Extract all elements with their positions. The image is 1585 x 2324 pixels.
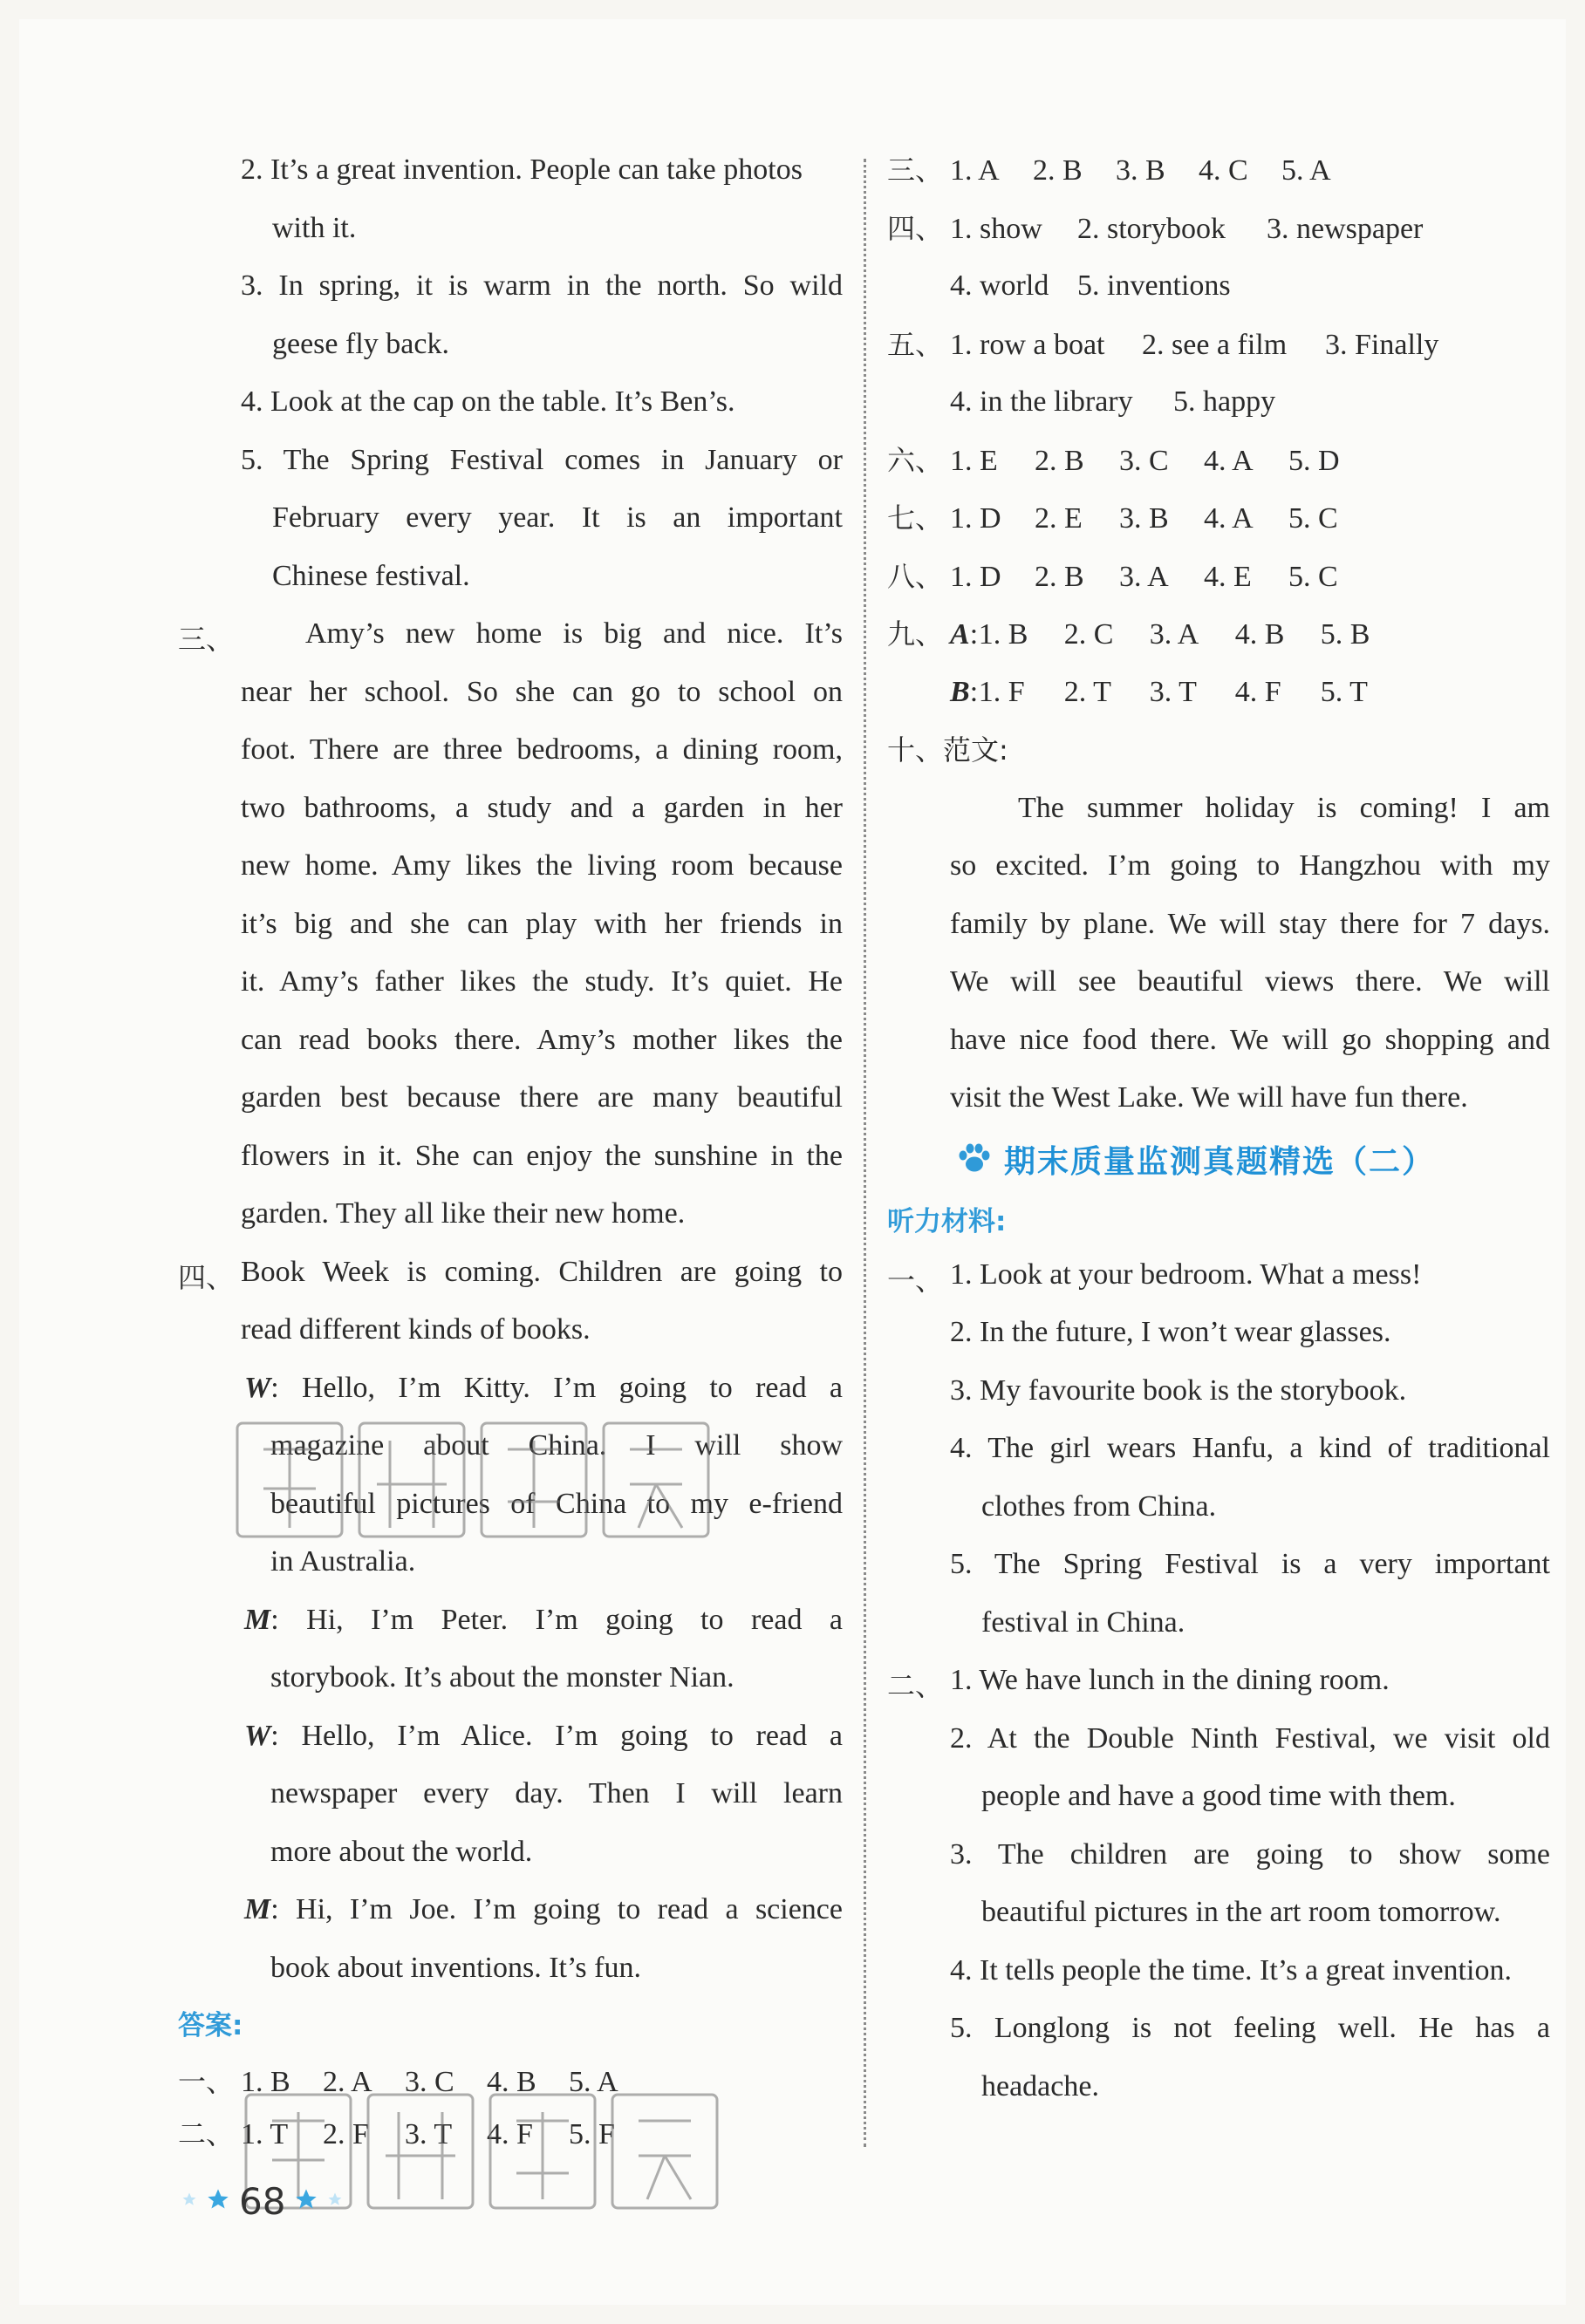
speaker-w: W [244,1719,271,1752]
dialogue-text: Hi, I’m Joe. I’m going to read a science [296,1893,843,1925]
answer-row-8 [887,548,1550,606]
answer-item: 1. A [950,154,1000,187]
item-2-line-2: with it. [272,211,357,244]
answer-item: 4. world [950,269,1049,302]
answer-item: 2. T [1063,675,1111,708]
listening-item: 4. The girl wears Hanfu, a kind of traditional [950,1432,1550,1464]
answer-row-label: 二、 [178,2116,235,2150]
answer-item: 4. E [1204,560,1252,593]
answer-item: 1. show [950,212,1042,245]
listening-item: beautiful pictures in the art room tomorrow. [981,1896,1501,1928]
answer-item: 4. in the library [950,385,1133,418]
answer-item: 3. B [1119,502,1169,535]
page-number [181,2180,343,2223]
dialogue-line: magazine about China. I will show [270,1429,843,1462]
dialogue-line: in Australia. [270,1545,416,1578]
section-heading [887,1128,1550,1197]
answer-item: 3. T [1149,675,1197,708]
heading-text: 期末质量监测真题精选（二） [1004,1143,1436,1180]
answer-item: 4. B [1234,618,1285,651]
section-3-passage [178,605,843,1244]
answer-item: 3. T [405,2117,453,2150]
answer-row-9a: 九、 A:1. B 2. C 3. A 4. B 5. B [887,605,1550,664]
answers-title: 答案: [178,2010,243,2041]
passage-line: it’s big and she can play with her friends in [241,907,843,940]
listening-item: 5. The Spring Festival is a very important [950,1548,1550,1580]
answer-row-label: 七、 [887,501,944,535]
paw-icon [957,1130,992,1200]
part-a-label: A [950,618,970,651]
answer-row-4 [887,200,1550,258]
answer-item: 1. D [950,502,1001,535]
dialogue-text: Hello, I’m Alice. I’m going to read a [301,1719,843,1752]
section-4-label: 四、 [178,1260,235,1294]
listening-item: 3. The children are going to show some [950,1837,1550,1871]
answer-item: 1. B [978,618,1028,651]
answer-item: 2. B [1033,154,1083,187]
part-b-label: B [950,675,970,708]
listening-part-1 [887,1246,1550,1653]
listening-item: 1. We have lunch in the dining room. [950,1664,1390,1696]
listening-item: 2. In the future, I won’t wear glasses. [950,1316,1391,1348]
passage-line: can read books there. Amy’s mother likes the [241,1023,843,1056]
answer-item: 1. E [950,444,998,477]
dialogue-line: storybook. It’s about the monster Nian. [270,1661,734,1694]
listening-item: 4. It tells people the time. It’s a great invention. [950,1953,1512,1987]
answer-row-label: 三、 [887,153,944,187]
answer-row-label: 五、 [887,327,944,361]
answer-item: 2. B [1035,560,1084,593]
dialogue-text: Hello, I’m Kitty. I’m going to read a [301,1371,843,1404]
passage-line: Amy’s new home is big and nice. It’s [305,617,843,650]
answer-item: 2. E [1035,502,1083,535]
answer-item: 5. happy [1173,385,1276,418]
passage-line: flowers in it. She can enjoy the sunshine in the [241,1139,843,1172]
dialogue-intro: read different kinds of books. [241,1313,591,1346]
item-3-line-2: geese fly back. [272,327,449,360]
passage-line: new home. Amy likes the living room because [241,849,843,882]
item-3-line-1: 3. In spring, it is warm in the north. So wild [241,269,843,302]
dialogue-line: more about the world. [270,1835,533,1868]
answer-row-label: 八、 [887,559,944,593]
dialogue-line: W: Hello, I’m Kitty. I’m going to read a [244,1371,843,1404]
answer-item: 5. A [1281,154,1331,187]
dialogue-line: newspaper every day. Then I will learn [270,1777,843,1809]
star-icon [206,2187,230,2216]
section-10-label [887,721,1550,780]
answer-row-2 [178,2108,843,2160]
sample-essay-label: 十、范文: [887,733,1008,767]
answer-item: 4. F [1234,675,1281,708]
answer-item: 5. C [1288,560,1338,593]
passage-line: garden best because there are many beautiful [241,1081,843,1114]
listening-item: clothes from China. [981,1489,1217,1523]
essay-line: The summer holiday is coming! I am [1018,791,1550,824]
listening-part-1-label: 一、 [887,1263,944,1297]
answer-item: 4. A [1204,444,1254,477]
item-5-line-3: Chinese festival. [272,559,470,592]
speaker-w: W [244,1371,271,1404]
answer-item: 3. A [1119,560,1169,593]
answer-item: 2. storybook [1077,212,1226,245]
answer-item: 3. C [1119,444,1169,477]
passage-line: it. Amy’s father likes the study. It’s quiet. He [241,965,843,998]
answer-item: 3. B [1116,154,1165,187]
answer-item: 3. Finally [1325,328,1439,361]
answer-item: 1. T [241,2117,289,2150]
column-divider [864,159,866,2147]
answer-row-5 [887,316,1550,374]
passage-line: foot. There are three bedrooms, a dining room, [241,733,843,766]
page-number-text: 68 [239,2180,286,2223]
answer-item: 1. B [241,2065,290,2098]
answer-item: 3. A [1149,618,1199,651]
answer-item: 5. A [569,2065,618,2098]
answer-item: 1. F [978,675,1025,708]
answer-item: 4. B [487,2065,536,2098]
answer-item: 5. T [1320,675,1368,708]
essay-line: have nice food there. We will go shopping and [950,1023,1550,1056]
answer-row-4-cont [887,257,1550,316]
answer-item: 5. C [1288,502,1338,535]
answer-item: 1. row a boat [950,328,1105,361]
listening-item: 5. Longlong is not feeling well. He has a [950,2012,1550,2044]
answer-item: 4. C [1199,154,1248,187]
essay-line: We will see beautiful views there. We will [950,965,1550,998]
listening-part-2-label: 二、 [887,1669,944,1702]
right-column [887,141,1550,2116]
item-5-line-2: February every year. It is an important [272,501,843,534]
answer-item: 2. A [323,2065,372,2098]
answer-item: 3. C [405,2065,454,2098]
star-icon [181,2191,197,2212]
answer-row-7 [887,489,1550,548]
dialogue-line: beautiful pictures of China to my e-friend [270,1487,843,1520]
dialogue-line: M: Hi, I’m Joe. I’m going to read a science [244,1893,843,1925]
item-4: 4. Look at the cap on the table. It’s Ben’s. [241,385,735,418]
essay-line: family by plane. We will stay there for 7 days. [950,907,1550,940]
star-icon [327,2191,343,2212]
section-4-dialogue [178,1244,843,1998]
listening-part-2 [887,1652,1550,2116]
speaker-m: M [244,1603,271,1636]
listening-item: 2. At the Double Ninth Festival, we visit old [950,1721,1550,1755]
answer-page [19,19,1566,2305]
answer-item: 2. B [1035,444,1084,477]
essay-line: so excited. I’m going to Hangzhou with my [950,849,1550,882]
answer-row-label: 四、 [887,211,944,245]
listening-item: 3. My favourite book is the storybook. [950,1373,1407,1407]
answer-row-5-cont [887,373,1550,432]
answer-item: 5. inventions [1077,269,1231,302]
section-3-label: 三、 [178,623,235,656]
sample-essay [887,780,1550,1128]
listening-item: festival in China. [981,1605,1185,1639]
dialogue-line: book about inventions. It’s fun. [270,1951,641,1984]
passage-line: two bathrooms, a study and a garden in her [241,791,843,824]
answer-item: 5. D [1288,444,1340,477]
listening-item: 1. Look at your bedroom. What a mess! [950,1257,1422,1291]
listening-title: 听力材料: [887,1205,1007,1237]
passage-line: garden. They all like their new home. [241,1197,686,1230]
answer-item: 5. B [1320,618,1370,651]
answer-item: 4. F [487,2117,533,2150]
answer-row-9b: B:1. F 2. T 3. T 4. F 5. T [887,664,1550,722]
answer-row-label: 六、 [887,443,944,477]
answer-row-label: 九、 [887,617,944,651]
dialogue-line: W: Hello, I’m Alice. I’m going to read a [244,1719,843,1752]
answer-item: 4. A [1204,502,1254,535]
dialogue-intro: Book Week is coming. Children are going to [241,1255,843,1288]
answer-item: 5. F [569,2117,615,2150]
answer-row-3 [887,141,1550,200]
left-column [178,141,843,2160]
answer-item: 2. F [323,2117,369,2150]
answer-row-label: 一、 [178,2064,235,2098]
passage-line: near her school. So she can go to school on [241,675,843,708]
dialogue-text: Hi, I’m Peter. I’m going to read a [306,1603,843,1636]
item-5-line-1: 5. The Spring Festival comes in January or [241,443,843,476]
answer-item: 2. see a film [1142,328,1288,361]
item-2-line-1: 2. It’s a great invention. People can take photos [241,153,803,186]
answer-item: 2. C [1063,618,1114,651]
answer-item: 1. D [950,560,1001,593]
listening-item: headache. [981,2069,1099,2103]
answer-row-6 [887,432,1550,490]
answer-item: 3. newspaper [1267,212,1424,245]
listening-item: people and have a good time with them. [981,1780,1456,1812]
answer-row-1 [178,2055,843,2108]
star-icon [294,2187,318,2216]
essay-line: visit the West Lake. We will have fun there. [950,1081,1468,1114]
dialogue-line: M: Hi, I’m Peter. I’m going to read a [244,1603,843,1636]
speaker-m: M [244,1893,271,1925]
